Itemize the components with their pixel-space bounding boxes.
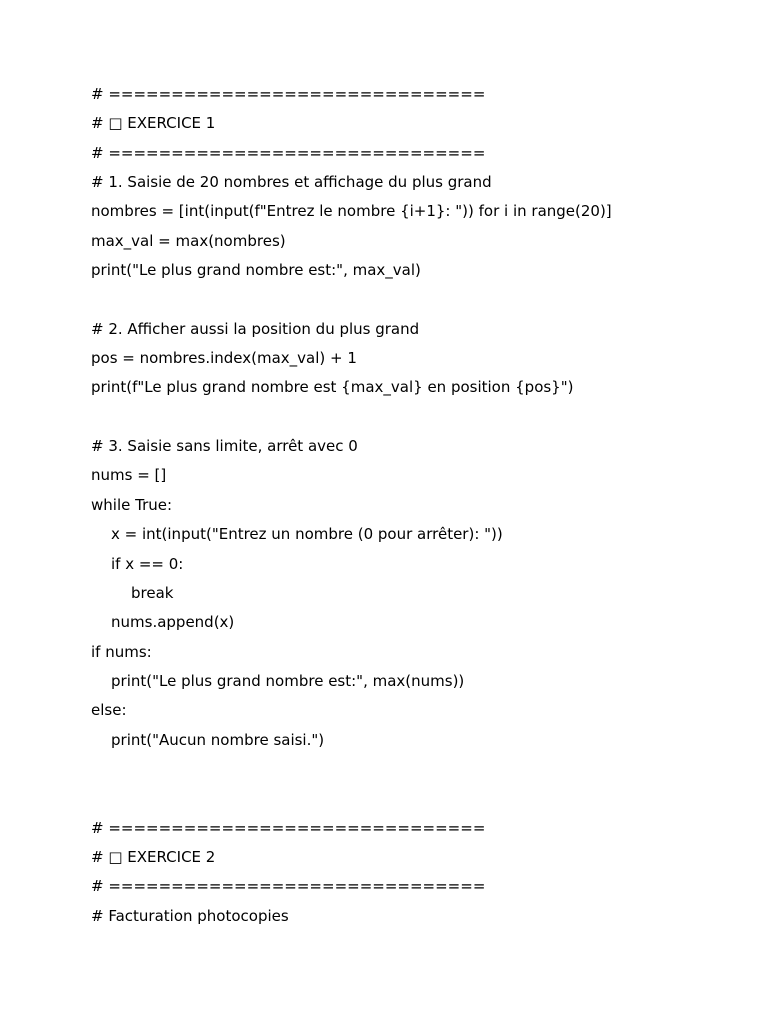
code-line: # 2. Afficher aussi la position du plus grand xyxy=(91,319,420,338)
code-line: # Facturation photocopies xyxy=(91,906,289,925)
code-line: # 1. Saisie de 20 nombres et affichage du plus grand xyxy=(91,173,492,192)
code-line: print("Le plus grand nombre est:", max(nums)) xyxy=(111,671,465,690)
code-line: nombres = [int(input(f"Entrez le nombre {i+1}: ")) for i in range(20)] xyxy=(91,202,612,221)
code-line: print("Le plus grand nombre est:", max_val) xyxy=(91,261,421,280)
code-line: if nums: xyxy=(91,642,152,661)
code-line: nums.append(x) xyxy=(111,613,235,632)
code-line: while True: xyxy=(91,495,173,514)
code-line: # ============================== xyxy=(91,85,486,103)
code-line: # □ EXERCICE 1 xyxy=(91,114,216,133)
code-line: pos = nombres.index(max_val) + 1 xyxy=(91,349,357,368)
code-line: # ============================== xyxy=(91,143,486,162)
code-line: break xyxy=(131,583,174,602)
blank-line xyxy=(91,405,751,434)
code-line: max_val = max(nombres) xyxy=(91,231,286,250)
blank-line xyxy=(91,786,751,815)
code-line: else: xyxy=(91,701,127,720)
blank-line xyxy=(91,287,751,316)
code-line: # 3. Saisie sans limite, arrêt avec 0 xyxy=(91,437,358,456)
code-line: if x == 0: xyxy=(111,554,184,573)
code-line: nums = [] xyxy=(91,466,167,485)
code-line: x = int(input("Entrez un nombre (0 pour arrêter): ")) xyxy=(111,525,503,544)
code-listing xyxy=(91,82,751,933)
code-line: # ============================== xyxy=(91,877,486,896)
code-line: # □ EXERCICE 2 xyxy=(91,847,216,866)
code-line: print(f"Le plus grand nombre est {max_val} en position {pos}") xyxy=(91,378,574,397)
code-line: # ============================== xyxy=(91,818,486,837)
blank-line xyxy=(91,757,751,786)
code-line: print("Aucun nombre saisi.") xyxy=(111,730,325,749)
